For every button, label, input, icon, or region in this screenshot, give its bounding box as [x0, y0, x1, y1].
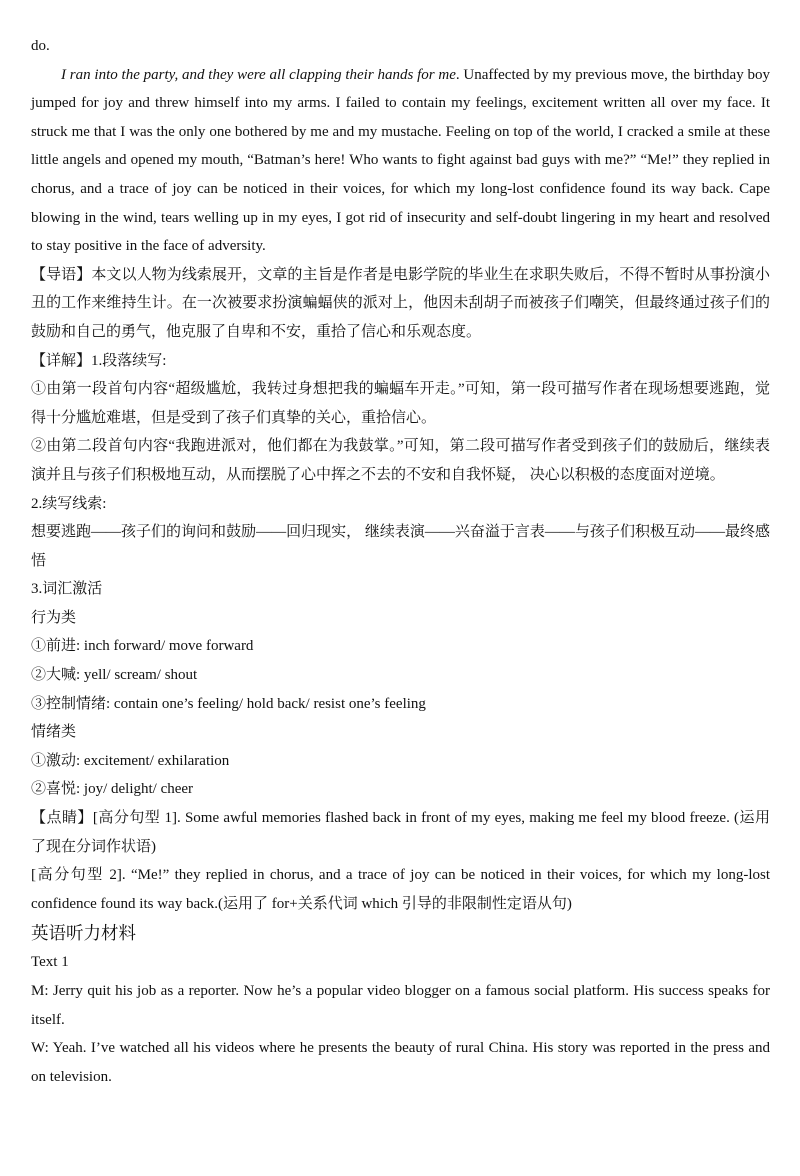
explain-title: 1.段落续写: [91, 352, 167, 369]
document-page [31, 32, 770, 1091]
action-item: ①前进: inch forward/ move forward [31, 638, 254, 655]
highlight-label: 【点睛】 [31, 810, 93, 827]
explain-item-2: ②由第二段首句内容“我跑进派对，他们都在为我鼓掌。”可知，第二段可描写作者受到孩子们的鼓励后，继续表演并且与孩子们积极地互动，从而摆脱了心中挥之不去的不安和自我怀疑， 决心以积极的态度面对逆境。 [31, 438, 770, 483]
clue-text: 想要逃跑——孩子们的询问和鼓励——回归现实， 继续表演——兴奋溢于言表——与孩子们积极互动——最终感悟 [31, 524, 770, 569]
clue-title: 2.续写线索: [31, 495, 107, 512]
vocab-title: 3.词汇激活 [31, 581, 103, 598]
guide-label: 【导语】 [31, 266, 92, 283]
highlight-sentence-2: [高分句型 2]. “Me!” they replied in chorus, and a trace of joy can be noticed in their voices, for which my long-lost confidence found its way back.(运用了 for+关系代词 which 引导的非限制性定语从句) [31, 867, 770, 912]
listening-text-label: Text 1 [31, 954, 69, 971]
explain-label: 【详解】 [31, 352, 92, 369]
essay-paragraph-2 [31, 61, 770, 261]
emotion-item: ②喜悦: joy/ delight/ cheer [31, 781, 194, 798]
explain-header [31, 347, 770, 376]
essay-paragraph-2-body: . Unaffected by my previous move, the birthday boy jumped for joy and threw himself into my arms. I failed to contain my feelings, excitement written all over my face. It struck me that I was the only one bothered by me and my mustache. Feeling on top of the world, I cracked a smile at these little angels and opened my mouth, “Batman’s here! Who wants to fight against bad guys with me?” “Me!” they replied in chorus, and a trace of joy can be noticed in their voices, for which my long-lost confidence found its way back. Cape blowing in the wind, tears welling up in my eyes, I got rid of insecurity and self-doubt lingering in my heart and resolved to stay positive in the face of adversity. [31, 66, 770, 255]
emotion-item: ①激动: excitement/ exhilaration [31, 752, 230, 769]
emotion-title: 情绪类 [31, 724, 77, 741]
highlight-s1-text: [高分句型 1]. Some awful memories flashed back in front of my eyes, making me feel my blood freeze. (运用了现在分词作状语) [31, 810, 770, 855]
action-item: ③控制情绪: contain one’s feeling/ hold back/ resist one’s feeling [31, 695, 426, 712]
essay-paragraph-2-italic-opening: I ran into the party, and they were all clapping their hands for me [61, 66, 456, 83]
listening-w-line: W: Yeah. I’ve watched all his videos where he presents the beauty of rural China. His story was reported in the press and on television. [31, 1040, 770, 1085]
action-title: 行为类 [31, 609, 77, 626]
listening-m-line: M: Jerry quit his job as a reporter. Now he’s a popular video blogger on a famous social platform. His success speaks for itself. [31, 983, 770, 1028]
highlight-sentence-1 [31, 804, 770, 861]
explain-item-1: ①由第一段首句内容“超级尴尬，我转过身想把我的蝙蝠车开走。”可知，第一段可描写作者在现场想要逃跑，觉得十分尴尬难堪，但是受到了孩子们真挚的关心，重拾信心。 [31, 381, 770, 426]
essay-line-do: do. [31, 38, 50, 54]
guide-text: 本文以人物为线索展开，文章的主旨是作者是电影学院的毕业生在求职失败后，不得不暂时从事扮演小丑的工作来维持生计。在一次被要求扮演蝙蝠侠的派对上，他因未刮胡子而被孩子们嘲笑，但最终通过孩子们的鼓励和自己的勇气，他克服了自卑和不安，重拾了信心和乐观态度。 [31, 266, 770, 340]
guide-section [31, 261, 770, 347]
action-item: ②大喊: yell/ scream/ shout [31, 667, 198, 684]
listening-heading: 英语听力材料 [31, 923, 136, 944]
